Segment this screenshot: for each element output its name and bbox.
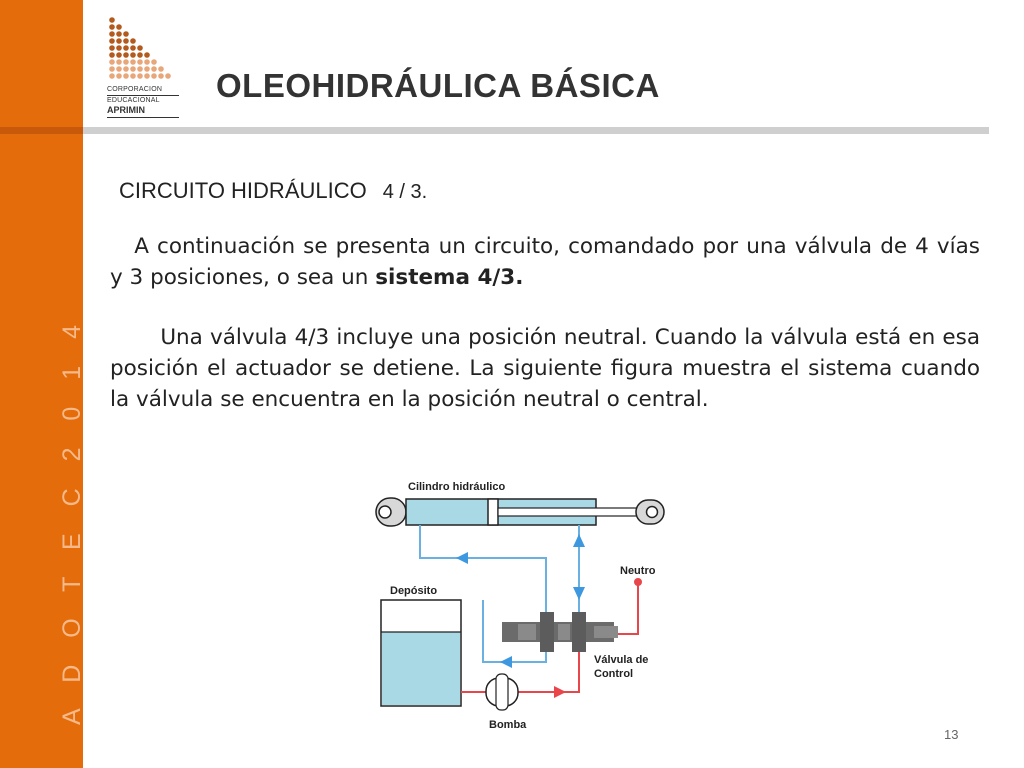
arrow-down-icon bbox=[573, 587, 585, 600]
section-title bbox=[119, 178, 427, 204]
arrow-left-icon bbox=[456, 552, 468, 564]
section-number: 4 / 3. bbox=[382, 181, 428, 203]
sidebar-vertical-text: A D O T E C 2 0 1 4 bbox=[58, 314, 86, 725]
pump-icon bbox=[486, 674, 518, 710]
aprimin-logo bbox=[107, 16, 177, 120]
logo-underline bbox=[107, 117, 179, 118]
arrow-up-icon bbox=[573, 534, 585, 547]
paragraph-intro-bold: sistema 4/3. bbox=[375, 265, 524, 290]
title-rule-accent bbox=[0, 127, 83, 134]
title-rule bbox=[83, 127, 989, 134]
paragraph-neutral-text: Una válvula 4/3 incluye una posición neutral. Cuando la válvula está en esa posición el actuador se detiene. La siguiente figura muestra el sistema cuando la válvula se encuentra en la posición neutral o central. bbox=[110, 325, 980, 412]
label-valve-line-2: Control bbox=[594, 668, 634, 680]
cylinder-icon bbox=[376, 498, 664, 526]
paragraph-intro-text: A continuación se presenta un circuito, comandado por una válvula de 4 vías y 3 posiciones, o sea un bbox=[110, 234, 980, 290]
label-cylinder: Cilindro hidráulico bbox=[408, 481, 506, 493]
logo-dots-icon bbox=[107, 16, 177, 86]
logo-line-3: APRIMIN bbox=[107, 105, 145, 115]
label-pump: Bomba bbox=[489, 719, 527, 731]
logo-line-2: EDUCACIONAL bbox=[107, 97, 160, 104]
control-valve-icon bbox=[502, 612, 618, 652]
section-title-text: CIRCUITO HIDRÁULICO bbox=[119, 178, 367, 203]
page-number: 13 bbox=[944, 727, 959, 742]
logo-divider bbox=[107, 95, 179, 96]
label-valve-line-1: Válvula de bbox=[594, 654, 649, 666]
arrow-left-return-icon bbox=[500, 656, 512, 668]
hydraulic-circuit-diagram bbox=[368, 474, 668, 736]
sidebar-band bbox=[0, 0, 86, 768]
label-neutral: Neutro bbox=[620, 565, 656, 577]
arrow-right-icon bbox=[554, 686, 566, 698]
paragraph-intro bbox=[110, 231, 980, 293]
page-title: OLEOHIDRÁULICA BÁSICA bbox=[216, 67, 660, 104]
logo-text bbox=[107, 86, 179, 119]
paragraph-neutral bbox=[110, 322, 980, 415]
label-tank: Depósito bbox=[390, 585, 438, 597]
logo-line-1: CORPORACION bbox=[107, 86, 163, 93]
neutral-point-icon bbox=[634, 578, 642, 586]
tank-icon bbox=[381, 600, 461, 706]
